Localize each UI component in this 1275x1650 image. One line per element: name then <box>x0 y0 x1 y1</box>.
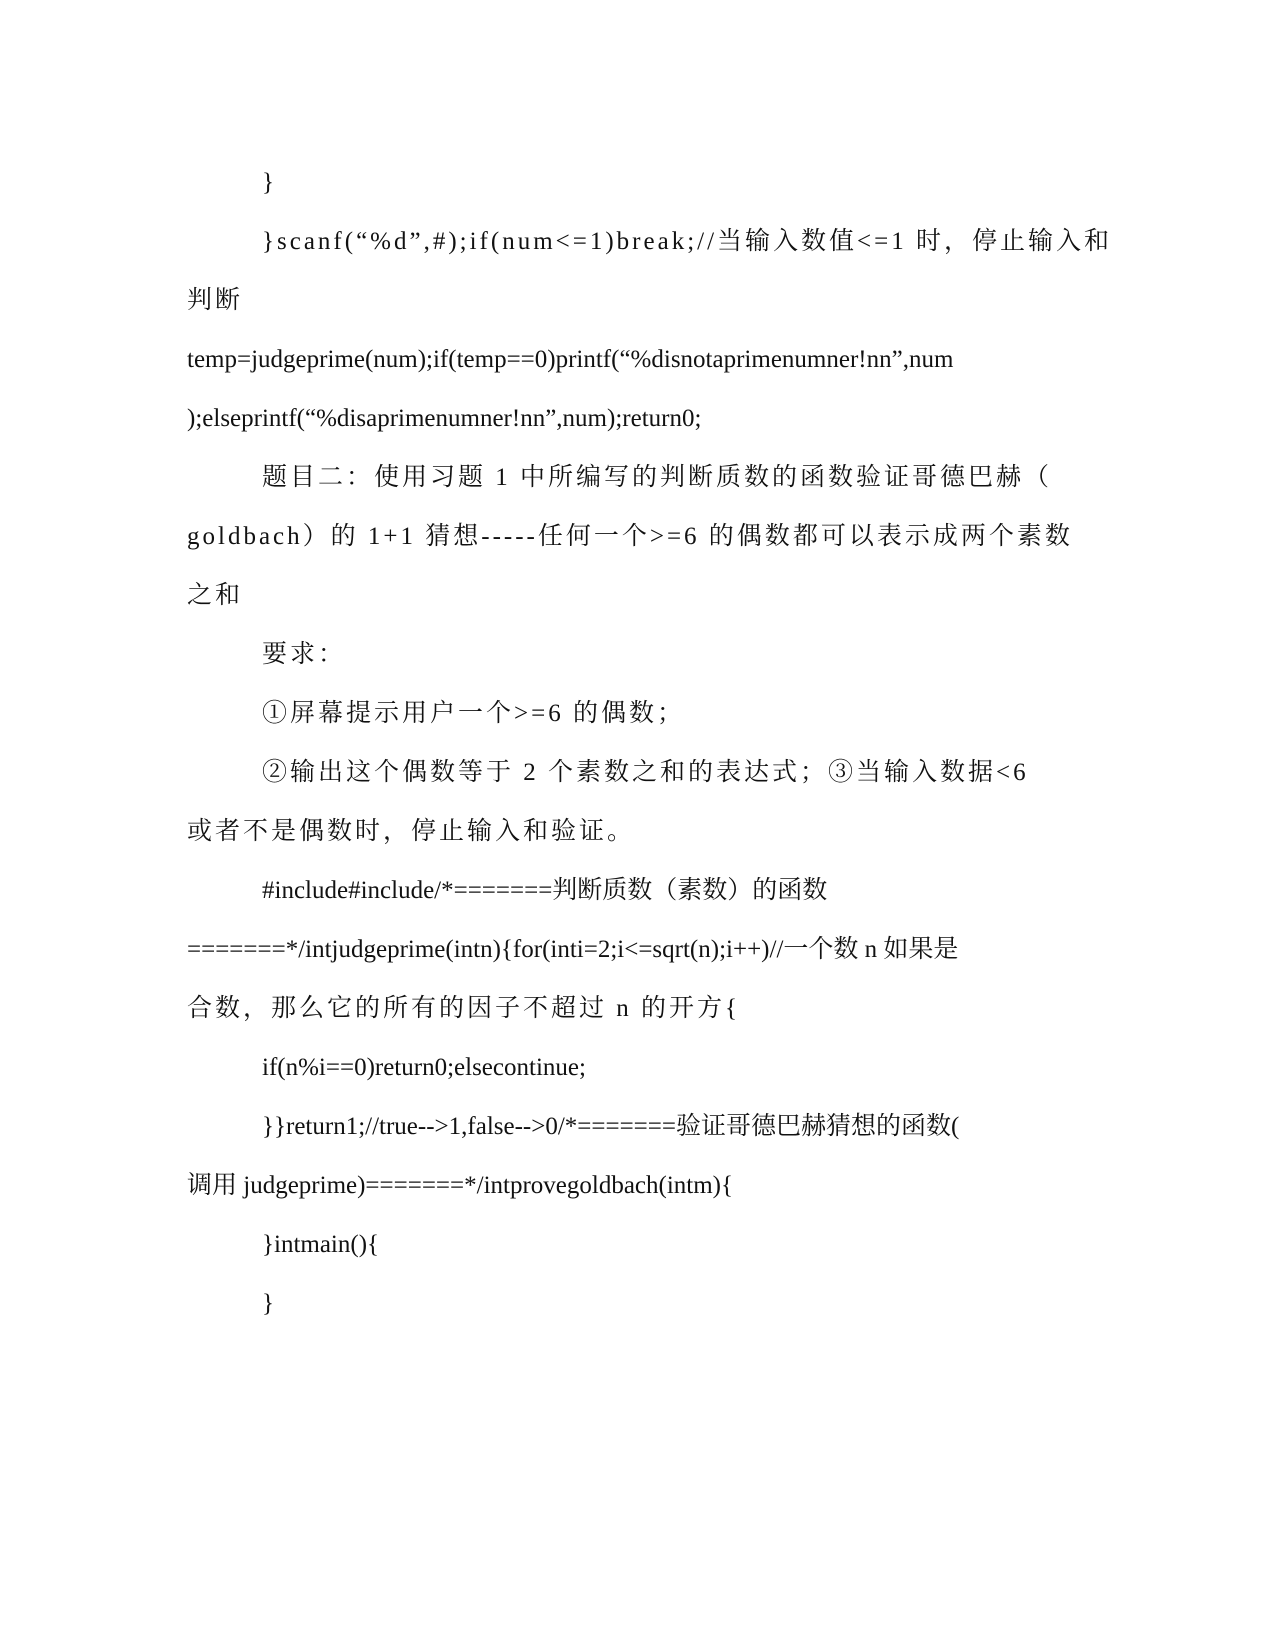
text-line-20: } <box>262 1290 274 1317</box>
text-line-2: }scanf(“%d”,#);if(num<=1)break;//当输入数值<=1 时，停止输入和 <box>262 228 1112 255</box>
text-line-17: }}return1;//true-->1,false-->0/*=======验证哥德巴赫猜想的函数( <box>262 1113 960 1140</box>
text-line-12: 或者不是偶数时，停止输入和验证。 <box>187 818 636 845</box>
text-line-10: ①屏幕提示用户一个>=6 的偶数； <box>262 700 685 727</box>
text-line-6: 题目二：使用习题 1 中所编写的判断质数的函数验证哥德巴赫（ <box>262 464 1053 491</box>
text-line-13: #include#include/*=======判断质数（素数）的函数 <box>262 877 828 904</box>
text-line-3: 判断 <box>187 287 244 314</box>
text-line-15: 合数，那么它的所有的因子不超过 n 的开方{ <box>187 995 741 1022</box>
text-line-8: 之和 <box>187 582 244 609</box>
text-line-4: temp=judgeprime(num);if(temp==0)printf(“%disnotaprimenumner!nn”,num <box>187 346 954 373</box>
text-line-9: 要求： <box>262 641 347 668</box>
text-line-5: );elseprintf(“%disaprimenumner!nn”,num);return0; <box>187 405 702 432</box>
text-line-19: }intmain(){ <box>262 1231 380 1258</box>
text-line-7: goldbach）的 1+1 猜想-----任何一个>=6 的偶数都可以表示成两个素数 <box>187 523 1073 550</box>
text-line-14: =======*/intjudgeprime(intn){for(inti=2;i<=sqrt(n);i++)//一个数 n 如果是 <box>187 936 959 963</box>
text-line-18: 调用 judgeprime)=======*/intprovegoldbach(intm){ <box>187 1172 734 1199</box>
text-line-16: if(n%i==0)return0;elsecontinue; <box>262 1054 586 1081</box>
text-line-11: ②输出这个偶数等于 2 个素数之和的表达式；③当输入数据<6 <box>262 759 1029 786</box>
text-line-1: } <box>262 169 274 196</box>
